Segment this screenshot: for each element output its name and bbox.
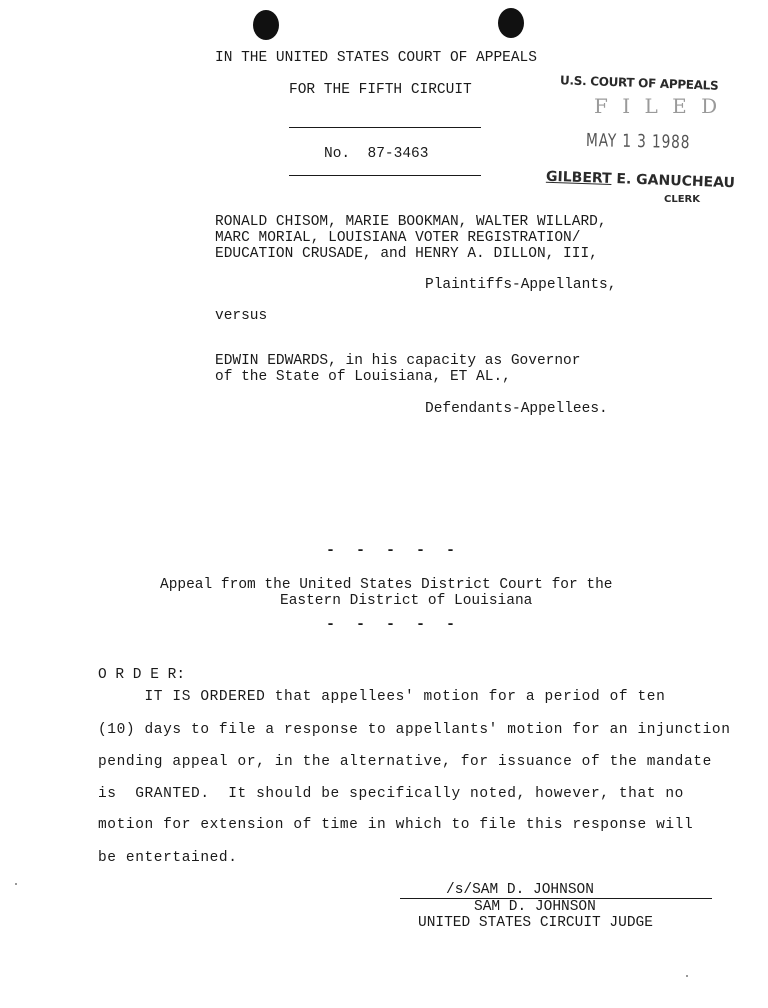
filed-stamp-clerk-name (546, 169, 735, 192)
filed-stamp-court: U.S. COURT OF APPEALS (559, 73, 719, 93)
separator-top: - - - - - (326, 542, 462, 559)
defendants-line-1: EDWIN EDWARDS, in his capacity as Governor (215, 353, 581, 369)
court-title: IN THE UNITED STATES COURT OF APPEALS (215, 50, 537, 66)
scan-speck (15, 883, 17, 885)
clerk-first-name: GILBERT (545, 168, 612, 187)
scan-speck (686, 975, 688, 977)
separator-bottom: - - - - - (326, 616, 462, 633)
filed-stamp-date: MAY 1 3 1988 (585, 130, 691, 154)
defendants-line-2: of the State of Louisiana, ET AL., (215, 369, 511, 385)
case-number: No. 87-3463 (324, 146, 429, 162)
order-line-4: is GRANTED. It should be specifically noted, however, that no (98, 786, 684, 802)
signature-signed: /s/SAM D. JOHNSON (446, 882, 594, 898)
case-number-rule-bottom (289, 175, 481, 176)
versus-label: versus (215, 308, 268, 324)
plaintiffs-role: Plaintiffs-Appellants, (425, 277, 617, 293)
filed-stamp-label: F I L E D (594, 94, 722, 118)
defendants-role: Defendants-Appellees. (425, 401, 608, 417)
case-number-rule-top (289, 127, 481, 128)
appeal-line-2: Eastern District of Louisiana (280, 593, 533, 609)
plaintiffs-line-1: RONALD CHISOM, MARIE BOOKMAN, WALTER WILLARD, (215, 214, 607, 230)
order-line-6: be entertained. (98, 850, 238, 866)
signature-title: UNITED STATES CIRCUIT JUDGE (418, 915, 653, 931)
order-line-2: (10) days to file a response to appellants' motion for an injunction (98, 722, 731, 738)
order-line-3: pending appeal or, in the alternative, for issuance of the mandate (98, 754, 712, 770)
plaintiffs-line-3: EDUCATION CRUSADE, and HENRY A. DILLON, III, (215, 246, 598, 262)
appeal-line-1: Appeal from the United States District Court for the (160, 577, 613, 593)
order-heading: O R D E R: (98, 667, 186, 683)
clerk-last-name: E. GANUCHEAU (611, 170, 736, 192)
filed-stamp-clerk-title: CLERK (664, 194, 700, 205)
circuit-title: FOR THE FIFTH CIRCUIT (289, 82, 472, 98)
order-line-5: motion for extension of time in which to file this response will (98, 817, 694, 833)
punch-hole-left (253, 10, 279, 40)
signature-name: SAM D. JOHNSON (474, 899, 596, 915)
punch-hole-right (498, 8, 524, 38)
order-line-1: IT IS ORDERED that appellees' motion for a period of ten (98, 689, 666, 705)
plaintiffs-line-2: MARC MORIAL, LOUISIANA VOTER REGISTRATION/ (215, 230, 581, 246)
